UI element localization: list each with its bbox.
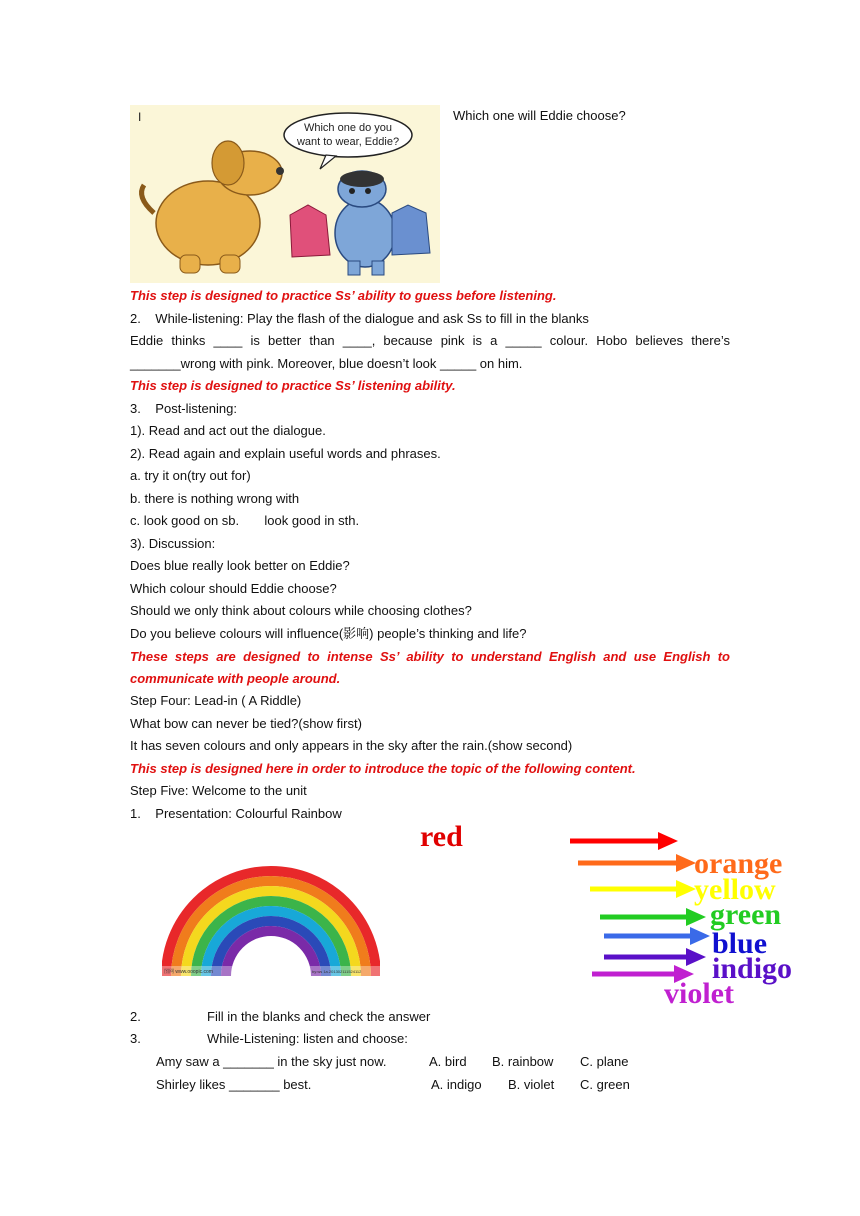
yellow-word: yellow	[694, 873, 776, 906]
colour-arrows	[560, 825, 820, 1015]
riddle-question-2: It has seven colours and only appears in the sky after the rain.(show second)	[130, 738, 573, 753]
discussion-question: Do you believe colours will influence(影响) people’s thinking and life?	[130, 626, 527, 641]
choice-option: A. bird	[429, 1054, 467, 1069]
choice-option: B. violet	[508, 1077, 555, 1092]
step4-title: Step Four: Lead-in ( A Riddle)	[130, 693, 302, 708]
choice-option: C. green	[580, 1077, 630, 1092]
step3-number: 3.	[130, 401, 141, 416]
violet-word: violet	[664, 977, 734, 1010]
bubble-line1: Which one do you	[303, 122, 393, 134]
design-note-4: This step is designed here in order to introduce the topic of the following content.	[130, 761, 636, 776]
design-note-2: This step is designed to practice Ss’ listening ability.	[130, 378, 456, 393]
indigo-word: indigo	[712, 952, 793, 985]
bubble-line2: want to wear, Eddie?	[296, 136, 400, 148]
presentation-text: Presentation: Colourful Rainbow	[155, 806, 342, 821]
fill-step-text: Fill in the blanks and check the answer	[207, 1009, 431, 1024]
post-item: 1). Read and act out the dialogue.	[130, 423, 326, 438]
post-item: 2). Read again and explain useful words and phrases.	[130, 446, 441, 461]
design-note-3-line2: communicate with people around.	[130, 671, 341, 686]
step5-title: Step Five: Welcome to the unit	[130, 783, 307, 798]
post-item: 3). Discussion:	[130, 536, 216, 551]
question-text: Which one will Eddie choose?	[453, 108, 626, 123]
step2-heading	[130, 310, 589, 328]
design-note-3-line1: These steps are designed to intense Ss’ ability to understand English and use English to	[130, 649, 730, 664]
red-word: red	[420, 820, 463, 853]
riddle-question-1: What bow can never be tied?(show first)	[130, 716, 362, 731]
step2-text: While-listening: Play the flash of the dialogue and ask Ss to fill in the blanks	[155, 311, 589, 326]
post-item: b. there is nothing wrong with	[130, 491, 300, 506]
green-word: green	[710, 898, 782, 931]
post-item: a. try it on(try out for)	[130, 468, 251, 483]
discussion-question: Should we only think about colours while choosing clothes?	[130, 603, 472, 618]
choice-option: B. rainbow	[492, 1054, 554, 1069]
fill-in-line-2: _______wrong with pink. Moreover, blue doesn’t look _____ on him.	[130, 356, 523, 371]
presentation-number: 1.	[130, 806, 141, 821]
blue-word: blue	[712, 927, 768, 960]
choice-option: C. plane	[580, 1054, 629, 1069]
cartoon-image	[130, 105, 440, 283]
choice-question-1: Amy saw a _______ in the sky just now.	[156, 1054, 387, 1069]
cartoon-marker: I	[138, 110, 142, 124]
choice-option: A. indigo	[431, 1077, 482, 1092]
discussion-question: Does blue really look better on Eddie?	[130, 558, 350, 573]
orange-word: orange	[694, 847, 783, 880]
listen-step-number: 3.	[130, 1031, 141, 1046]
choice-question-2: Shirley likes _______ best.	[156, 1077, 312, 1092]
design-note-1: This step is designed to practice Ss’ ability to guess before listening.	[130, 288, 557, 303]
post-item: c. look good on sb. look good in sth.	[130, 513, 360, 528]
step3-text: Post-listening:	[155, 401, 237, 416]
presentation-heading	[130, 805, 342, 823]
rainbow-image	[162, 830, 380, 976]
step3-heading	[130, 400, 237, 418]
fill-step-number: 2.	[130, 1009, 141, 1024]
discussion-question: Which colour should Eddie choose?	[130, 581, 337, 596]
rainbow-watermark-right: by:ws 1a.201302111524112	[312, 969, 362, 974]
step2-number: 2.	[130, 311, 141, 326]
fill-in-line-1: Eddie thinks ____ is better than ____, because pink is a _____ colour. Hobo believes there’s	[130, 333, 730, 348]
rainbow-watermark-left: 图网 www.ooopic.com	[164, 969, 213, 975]
listen-step-text: While-Listening: listen and choose:	[207, 1031, 408, 1046]
